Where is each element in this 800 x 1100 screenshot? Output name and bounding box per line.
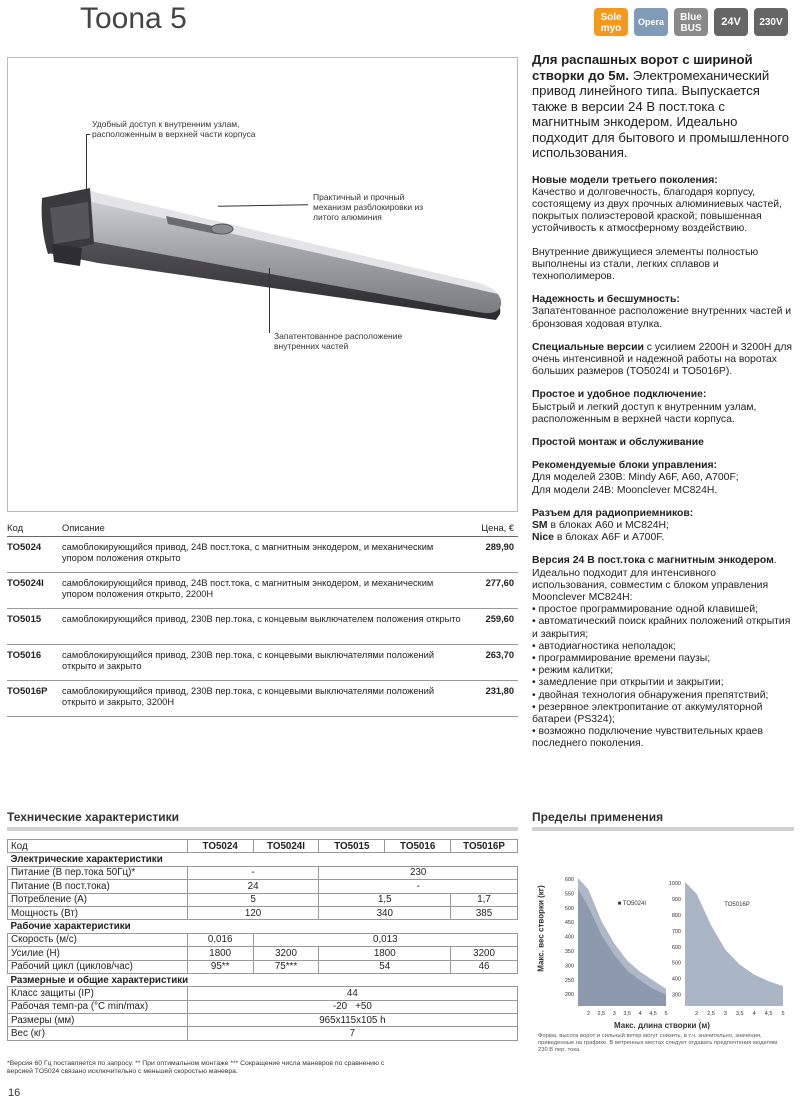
x-tick-label: 3 (612, 1011, 616, 1017)
tech-footnote: *Версия 60 Гц поставляется по запросу. ** При оптимальном монтаже *** Сокращение числа маневров по сравнению с версией TO5024 связано исключительно с меньшей скоростью маневра. (7, 1060, 385, 1075)
solemyo-badge-icon: Sole myo (594, 8, 628, 36)
page-number: 16 (8, 1087, 21, 1099)
area-series-1-0 (685, 882, 783, 1006)
list-item: • простое программирование одной клавишей; (532, 604, 794, 616)
product-desc: самоблокирующийся привод, 24В пост.тока, с магнитным энкодером, и механическим упором положения открыто (62, 542, 434, 563)
table-row: Класс защиты (IP) 44 (8, 987, 518, 1000)
product-desc: самоблокирующийся привод, 230В пер.тока, с концевым выключателем положения открыто (62, 614, 461, 624)
product-code: TO5016P (7, 686, 48, 697)
feature-control-units: Рекомендуемые блоки управления: Для моделей 230В: Mindy A6F, A60, A700F; Для модели 24В: Moonclever MC824H. (532, 460, 739, 496)
x-tick-label: 2,5 (707, 1011, 715, 1017)
y-tick-label: 500 (671, 960, 681, 967)
y-tick-label: 400 (671, 976, 681, 983)
y-tick-label: 250 (564, 977, 574, 984)
limits-section-title: Пределы применения (532, 810, 664, 824)
table-row: Вес (кг) 7 (8, 1027, 518, 1040)
y-tick-label: 300 (564, 963, 574, 970)
product-price: 277,60 (485, 578, 514, 588)
table-row (7, 609, 518, 645)
x-tick-label: 4 (752, 1011, 756, 1017)
table-group-row: Размерные и общие характеристики (8, 973, 518, 986)
product-desc: самоблокирующийся привод, 24В пост.тока, с магнитным энкодером, и механическим упором положения открыто, 2200Н (62, 578, 434, 599)
x-tick-label: 3,5 (623, 1011, 632, 1017)
product-desc: самоблокирующийся привод, 230В пер.тока, с концевыми выключателями положений открыто и закрыто (62, 650, 435, 671)
tech-section-title: Технические характеристики (7, 810, 180, 824)
series-label: ■ TO5024I (617, 901, 647, 907)
table-row (7, 537, 518, 573)
x-tick-label: 4,5 (764, 1011, 773, 1017)
feature-new-models: Новые модели третьего поколения: Качество и долговечность, благодаря корпусу, состоящему из двух прочных алюминиевых частей, покрытых полиэстеровой краской; повышенная устойчивость к атмосферному воздействию. (532, 174, 782, 235)
product-price: 289,90 (485, 542, 514, 552)
x-tick-label: 3 (723, 1011, 727, 1017)
product-desc: самоблокирующийся привод, 230В пер.тока, с концевыми выключателями положений открыто и закрыто, 3200Н (62, 686, 435, 707)
x-tick-label: 5 (664, 1011, 668, 1017)
product-price: 231,80 (485, 686, 514, 696)
bluebus-badge-icon: Blue BUS (674, 8, 708, 36)
list-item: • резервное электропитание от аккумуляторной батареи (PS324); (532, 702, 794, 726)
tech-section-rule (7, 827, 518, 831)
table-row: Питание (В пер.тока 50Гц)* - 230 (8, 866, 518, 879)
callout-access-text: Удобный доступ к внутренним узлам, расположенным в верхней части корпуса (92, 119, 256, 139)
feature-reliability: Надежность и бесшумность: Запатентованное расположение внутренних частей и бронзовая ходовая втулка. (532, 294, 792, 330)
table-row: Код TO5024 TO5024I TO5015 TO5016 TO5016P (8, 840, 518, 853)
series-label: TO5016P (724, 902, 750, 908)
table-row: Рабочий цикл (циклов/час) 95** 75*** 54 46 (8, 960, 518, 973)
feature-install: Простой монтаж и обслуживание (532, 436, 704, 448)
table-row (7, 645, 518, 681)
list-item: • автоматический поиск крайних положений открытия и закрытия; (532, 616, 794, 640)
callout-internal-text: Запатентованное расположение внутренних частей (274, 331, 403, 351)
lead-paragraph: Для распашных ворот с шириной створки до 5м. Электромеханический привод линейного типа. Выпускается также в версии 24 В пост.тока с магнитным энкодером. Идеально подходит для бытового и промышленного использования. (532, 52, 790, 160)
table-row (7, 681, 518, 717)
limits-section-rule (532, 827, 794, 831)
product-code: TO5016 (7, 650, 42, 661)
feature-24v-version: Версия 24 В пост.тока с магнитным энкодером. Идеально подходит для интенсивного использования, совместим с блоком управления Moonclever MC824H: (532, 555, 777, 603)
y-tick-label: 700 (671, 928, 681, 935)
table-row: Размеры (мм) 965x115x105 h (8, 1014, 518, 1027)
gate-opener-illustration (8, 58, 517, 511)
table-row: Усилие (Н) 1800 3200 1800 3200 (8, 947, 518, 960)
x-tick-label: 5 (781, 1011, 785, 1017)
product-code: TO5024 (7, 542, 42, 553)
limits-ylabel: Макс. вес створки (кг) (536, 885, 546, 972)
x-tick-label: 4,5 (649, 1011, 657, 1017)
x-tick-label: 2 (694, 1011, 699, 1017)
y-tick-label: 900 (671, 896, 681, 903)
230v-badge-icon: 230V (754, 8, 788, 36)
feature-internal-parts: Внутренние движущиеся элементы полностью выполнены из стали, легких сплавов и технополимеров. (532, 246, 759, 282)
limits-xlabel: Макс. длина створки (м) (614, 1021, 710, 1030)
table-row: Мощность (Вт) 120 340 385 (8, 906, 518, 919)
feature-radio: Разъем для радиоприемников: SM в блоках A60 и MC824H; Nice в блоках A6F и A700F. (532, 507, 694, 544)
tech-specs-table (7, 839, 518, 1041)
y-tick-label: 800 (671, 912, 681, 919)
page-title: Toona 5 (80, 2, 187, 35)
product-price-table (7, 523, 518, 717)
list-item: • автодиагностика неполадок; (532, 641, 794, 653)
table-row: Рабочая темп-ра (°C min/max) -20 +50 (8, 1000, 518, 1013)
24v-badge-icon: 24V (714, 8, 748, 36)
list-item: • возможно подключение чувствительных краев последнего поколения. (532, 726, 794, 750)
feature-special-versions: Специальные версии с усилием 2200Н и 3200Н для очень интенсивной и надежной работы на воротах больших размеров (TO5024I и TO5016P). (532, 341, 793, 378)
table-row: Скорость (м/с) 0,016 0,013 (8, 933, 518, 946)
y-tick-label: 200 (564, 992, 574, 999)
feature-connection: Простое и удобное подключение: Быстрый и легкий доступ к внутренним узлам, расположенным в верхней части корпуса. (532, 389, 757, 425)
y-tick-label: 600 (564, 877, 574, 883)
header-desc: Описание (62, 523, 105, 533)
y-tick-label: 1000 (668, 881, 681, 887)
x-tick-label: 3,5 (735, 1011, 744, 1017)
limits-charts (540, 868, 790, 1018)
y-tick-label: 300 (671, 992, 681, 999)
y-tick-label: 350 (564, 949, 574, 955)
product-price: 259,60 (485, 614, 514, 624)
list-item: • программирование времени паузы; (532, 653, 794, 665)
table-row (7, 573, 518, 609)
list-item: • режим калитки; (532, 665, 794, 677)
product-photo-frame (7, 57, 518, 512)
callout-release-text: Практичный и прочный механизм разблокировки из литого алюминия (313, 192, 424, 222)
y-tick-label: 550 (564, 891, 574, 898)
y-tick-label: 400 (564, 934, 574, 941)
callout-line-internal (269, 268, 270, 333)
product-code: TO5015 (7, 614, 42, 625)
product-code: TO5024I (7, 578, 44, 589)
table-row: Питание (В пост.тока) 24 - (8, 880, 518, 893)
list-item: • двойная технология обнаружения препятствий; (532, 690, 794, 702)
product-price: 263,70 (485, 650, 514, 660)
y-tick-label: 600 (671, 944, 681, 951)
limits-footnote: Форма, высота ворот и сильный ветер могут снизить, в т.ч. значительно, значения, приведенные на графике. В ветренных местах следует отдавать предпочтения моделям 230 В пер. тока. (538, 1033, 778, 1053)
table-row: Потребление (А) 5 1,5 1,7 (8, 893, 518, 906)
y-tick-label: 500 (564, 905, 574, 912)
table-group-row: Рабочие характеристики (8, 920, 518, 933)
header-code: Код (7, 523, 24, 534)
x-tick-label: 2 (586, 1011, 590, 1017)
compatibility-badges (594, 8, 788, 36)
description-column (532, 52, 794, 751)
x-tick-label: 4 (638, 1011, 642, 1017)
callout-tick-access (86, 134, 90, 135)
opera-badge-icon: Opera (634, 8, 668, 36)
y-tick-label: 450 (564, 920, 574, 927)
callout-line-access (86, 134, 87, 196)
header-price: Цена, € (481, 523, 514, 533)
table-group-row: Электрические характеристики (8, 853, 518, 866)
list-item: • замедление при открытии и закрытии; (532, 677, 794, 689)
table-header (7, 523, 518, 537)
feature-bullet-list (532, 604, 794, 750)
x-tick-label: 2,5 (597, 1011, 606, 1017)
